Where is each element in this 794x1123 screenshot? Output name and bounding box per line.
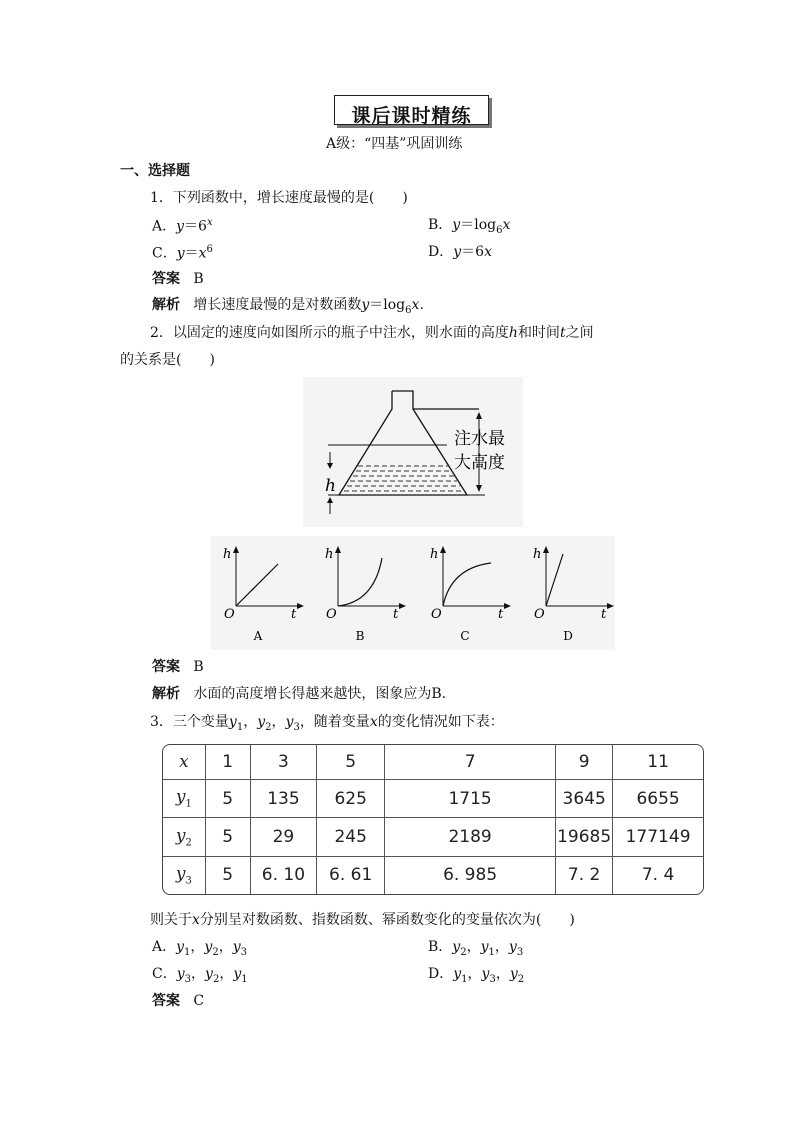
option-label: B． [428,939,453,955]
table-cell: 135 [251,780,318,819]
table-cell: 5 [206,780,251,819]
table-cell: 2189 [385,818,556,857]
table-row [163,818,703,857]
graph-axis-h-label: h [223,547,232,562]
table-cell: 3 [251,745,318,780]
graph-origin-label: O [326,607,337,622]
table-row-label: $y_1$ [163,780,206,819]
graph-option-label: D [563,629,573,643]
option-label: C． [152,966,177,982]
table-cell: 29 [251,818,318,857]
table-cell: 7. 4 [641,865,675,886]
q3-followup: 则关于x分别呈对数函数、指数函数、幂函数变化的变量依次为( ) [150,912,575,928]
q1-answer: 答案 B [152,271,204,287]
data-table [162,744,704,895]
q1-stem: 1．下列函数中，增长速度最慢的是( ) [150,190,408,206]
y-axis-arrow [335,546,341,553]
x-axis-arrow [504,603,511,609]
graph-axis-t-label: t [498,607,504,622]
table-row-label: $y_3$ [163,857,206,894]
q1-option-b: B．$y=\log_6x$ [428,217,511,236]
q3-option-a: A．$y_1$，$y_2$，$y_3$ [152,939,248,958]
graph-axis-h-label: h [430,547,439,562]
q1-analysis: 解析 增长速度最慢的是对数函数$y=\log_6x$. [152,297,424,316]
graph-origin-label: O [224,607,235,622]
section-heading: 一、选择题 [120,163,190,179]
graph-origin-label: O [534,607,545,622]
figure-label-line1: 注水最 [454,429,505,449]
graph-axis-t-label: t [393,607,399,622]
table-cell: 5 [317,745,385,780]
q1-option-a: A．$y=6^x$ [152,217,213,235]
table-cell: 5 [206,818,251,857]
subtitle: A级：“四基”巩固训练 [326,136,463,152]
q3-option-d: D．$y_1$，$y_3$，$y_2$ [428,966,525,985]
graph-curve-a [236,564,278,606]
table-cell: 11 [613,745,703,780]
table-row-label: $y_2$ [163,818,206,857]
table-cell: 9 [556,745,613,780]
q3-stem: 3．三个变量$y_1$，$y_2$，$y_3$，随着变量x的变化情况如下表： [150,714,504,733]
x-axis-arrow [607,603,614,609]
option-label: A． [152,939,177,955]
graph-origin-label: O [431,607,442,622]
q2-answer: 答案 B [152,659,204,675]
table-header-row [163,745,703,780]
graph-option-label: B [355,629,365,643]
table-cell: 1715 [385,780,556,819]
table-cell: 19685 [556,818,613,857]
table-cell: 625 [317,780,385,819]
table-cell: 6. 61 [317,857,385,894]
figure-label-line2: 大高度 [454,453,505,473]
table-cell: 1 [206,745,251,780]
table-cell: 7. 2 [556,857,613,894]
table-cell: 6. 10 [251,857,318,894]
bottle-figure [303,377,523,527]
graph-axis-t-label: t [291,607,297,622]
graph-curve-c [443,563,491,606]
table-cell: x [163,745,206,780]
table-row [163,857,703,894]
graph-axis-h-label: h [533,547,542,562]
graph-curve-b [338,558,382,606]
q1-option-c: C．$y=x^6$ [152,244,213,262]
q2-stem-line2: 的关系是( ) [120,352,215,368]
graph-option-label: C [460,629,470,643]
graph-options [211,536,615,650]
table-cell: 3645 [556,780,613,819]
table-cell: 6655 [613,780,703,819]
q3-answer: 答案 C [152,993,205,1009]
graph-axis-h-label: h [325,547,334,562]
y-axis-arrow [440,546,446,553]
table-cell: 5 [206,857,251,894]
table-cell: 245 [317,818,385,857]
q1-option-d: D．y＝6x [428,244,492,260]
figure-h-label: h [325,476,336,496]
x-axis-arrow [399,603,406,609]
x-axis-arrow [297,603,304,609]
table-cell: 7 [385,745,556,780]
y-axis-arrow [543,546,549,553]
q3-option-b: B．$y_2$，$y_1$，$y_3$ [428,939,524,958]
table-row [163,780,703,819]
y-axis-arrow [233,546,239,553]
q2-analysis: 解析 水面的高度增长得越来越快，图象应为B. [152,686,447,702]
page-title: 课后课时精练 [351,105,472,127]
section-title-box [334,95,489,125]
graph-axis-t-label: t [601,607,607,622]
graph-curve-d [546,554,563,606]
table-cell: 177149 [613,818,703,857]
graph-option-label: A [253,629,263,643]
q3-option-c: C．$y_3$，$y_2$，$y_1$ [152,966,248,985]
table-cell: 6. 985 [385,857,556,894]
option-label: D． [428,966,454,982]
q2-stem: 2．以固定的速度向如图所示的瓶子中注水，则水面的高度h和时间t之间 [150,325,594,341]
